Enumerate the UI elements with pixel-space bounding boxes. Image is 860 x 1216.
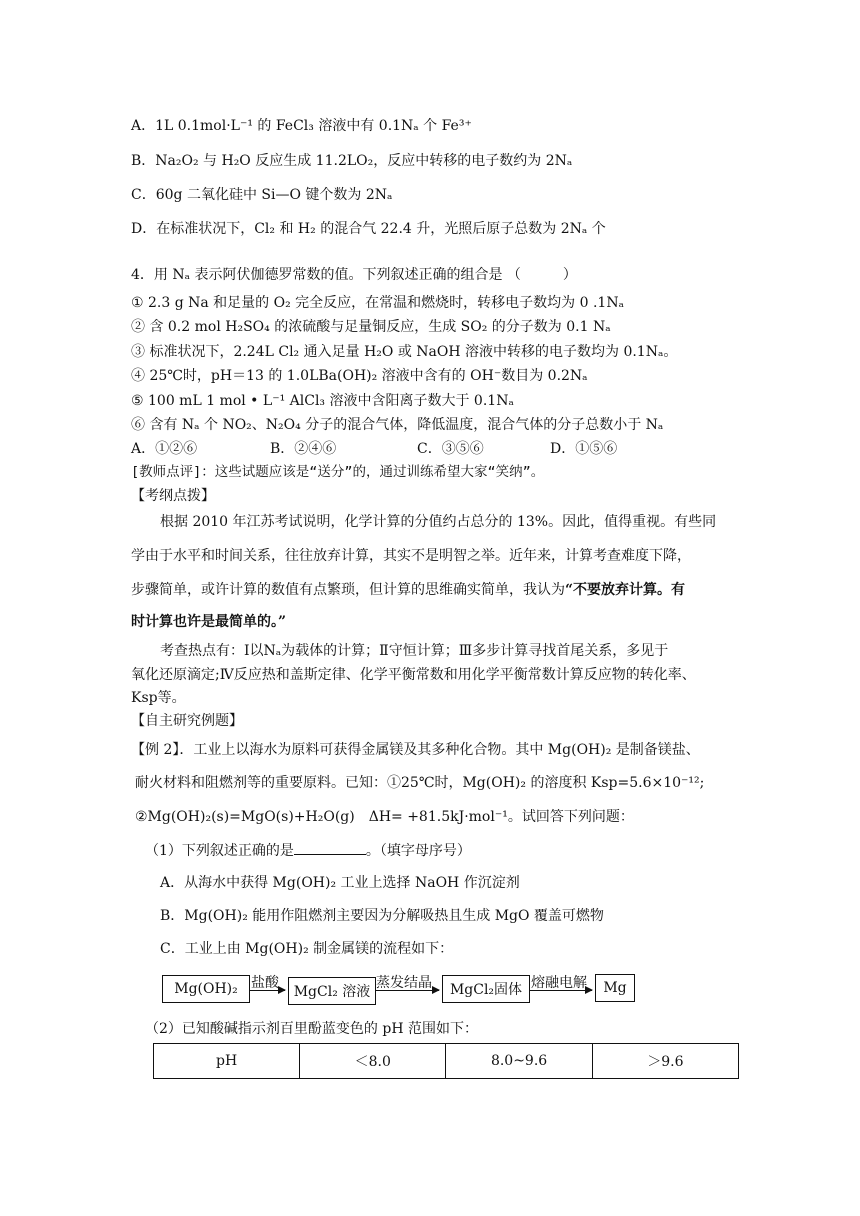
para1-line-2: 学由于水平和时间关系，往往放弃计算，其实不是明智之举。近年来，计算考查难度下降，	[131, 548, 691, 564]
q4-item-1: ① 2.3 g Na 和足量的 O₂ 完全反应，在常温和燃烧时，转移电子数均为 0 .1Nₐ	[131, 295, 624, 311]
section-outline-heading: 【考纲点拨】	[131, 488, 215, 504]
para1-line-3: 步骤简单，或许计算的数值有点繁琐，但计算的思维确实简单，我认为“不要放弃计算。有	[131, 582, 686, 598]
para2-line-1: 考查热点有：Ⅰ以Nₐ为载体的计算；Ⅱ守恒计算；Ⅲ多步计算寻找首尾关系，多见于	[160, 643, 669, 659]
option-c-prev: C．60g 二氧化硅中 Si—O 键个数为 2Nₐ	[131, 187, 393, 203]
sub1-option-c: C．工业上由 Mg(OH)₂ 制金属镁的流程如下：	[160, 941, 454, 957]
para2-line-2: 氧化还原滴定;Ⅳ反应热和盖斯定律、化学平衡常数和用化学平衡常数计算反应物的转化率、	[131, 667, 696, 683]
para2-line-3: Ksp等。	[131, 690, 186, 706]
flow-box-mgcl2-solid: MgCl₂固体	[442, 975, 530, 1003]
section-self-heading: 【自主研究例题】	[131, 713, 243, 729]
para1-emphasis-a: “不要放弃计算。有	[565, 582, 686, 598]
q4-item-5: ⑤ 100 mL 1 mol • L⁻¹ AlCl₃ 溶液中含阳离子数大于 0.1Nₐ	[131, 393, 514, 409]
flow-label-electrolysis: 熔融电解	[531, 975, 587, 991]
flow-box-mgoh2: Mg(OH)₂	[162, 975, 250, 1003]
q4-item-2: ② 含 0.2 mol H₂SO₄ 的浓硫酸与足量铜反应，生成 SO₂ 的分子数为 0.1 Nₐ	[131, 319, 611, 335]
sub1-question: （1）下列叙述正确的是 。（填字母序号）	[145, 840, 471, 860]
flow-box-mgcl2-solution: MgCl₂ 溶液	[288, 977, 376, 1005]
ex2-line-3: ②Mg(OH)₂(s)=MgO(s)+H₂O(g) ΔH= +81.5kJ·mol⁻¹。试回答下列问题：	[135, 809, 634, 825]
option-b-prev: B．Na₂O₂ 与 H₂O 反应生成 11.2LO₂，反应中转移的电子数约为 2Nₐ	[131, 153, 573, 169]
ph-range-low: ＜8.0	[300, 1044, 446, 1079]
ex2-line-2: 耐火材料和阻燃剂等的重要原料。已知：①25℃时，Mg(OH)₂ 的溶度积 Ksp=5.6×10⁻¹²;	[135, 775, 705, 791]
q4-option-b: B．②④⑥	[270, 441, 337, 457]
teacher-note: [教师点评]：这些试题应该是“送分”的，通过训练希望大家“笑纳”。	[131, 464, 545, 480]
flow-label-hcl: 盐酸	[251, 975, 279, 991]
q4-item-4: ④ 25℃时，pH＝13 的 1.0LBa(OH)₂ 溶液中含有的 OH⁻数目为 0.2Nₐ	[131, 368, 588, 384]
flow-label-evaporate: 蒸发结晶	[376, 975, 432, 991]
flow-box-mg: Mg	[595, 974, 635, 1002]
sub1-option-a: A．从海水中获得 Mg(OH)₂ 工业上选择 NaOH 作沉淀剂	[160, 875, 520, 891]
ex2-line-1: 【例 2】．工业上以海水为原料可获得金属镁及其多种化合物。其中 Mg(OH)₂ 是制备镁盐、	[131, 742, 700, 758]
para1-line-1: 根据 2010 年江苏考试说明，化学计算的分值约占总分的 13%。因此，值得重视。有些同	[160, 514, 717, 530]
sub1-option-b: B．Mg(OH)₂ 能用作阻燃剂主要因为分解吸热且生成 MgO 覆盖可燃物	[160, 908, 604, 924]
ph-table	[153, 1043, 739, 1079]
ph-range-high: ＞9.6	[592, 1044, 738, 1079]
table-row	[154, 1044, 739, 1079]
option-a-prev: A．1L 0.1mol·L⁻¹ 的 FeCl₃ 溶液中有 0.1Nₐ 个 Fe³⁺	[131, 118, 472, 134]
q4-stem: 4．用 Nₐ 表示阿伏伽德罗常数的值。下列叙述正确的组合是 （ ）	[131, 267, 577, 283]
ph-header-cell: pH	[154, 1044, 300, 1079]
q4-item-6: ⑥ 含有 Nₐ 个 NO₂、N₂O₄ 分子的混合气体，降低温度，混合气体的分子总数小于 Nₐ	[131, 417, 664, 433]
sub2-question: （2）已知酸碱指示剂百里酚蓝变色的 pH 范围如下：	[145, 1021, 478, 1037]
q4-option-d: D．①⑤⑥	[550, 441, 618, 457]
answer-blank[interactable]	[294, 840, 366, 855]
q4-option-a: A．①②⑥	[131, 441, 198, 457]
option-d-prev: D．在标准状况下，Cl₂ 和 H₂ 的混合气 22.4 升，光照后原子总数为 2Nₐ 个	[131, 221, 606, 237]
q4-item-3: ③ 标准状况下，2.24L Cl₂ 通入足量 H₂O 或 NaOH 溶液中转移的电子数均为 0.1Nₐ。	[131, 344, 678, 360]
q4-option-c: C．③⑤⑥	[417, 441, 484, 457]
ph-range-mid: 8.0~9.6	[446, 1044, 592, 1079]
para1-emphasis-b: 时计算也许是最简单的。”	[131, 614, 287, 630]
